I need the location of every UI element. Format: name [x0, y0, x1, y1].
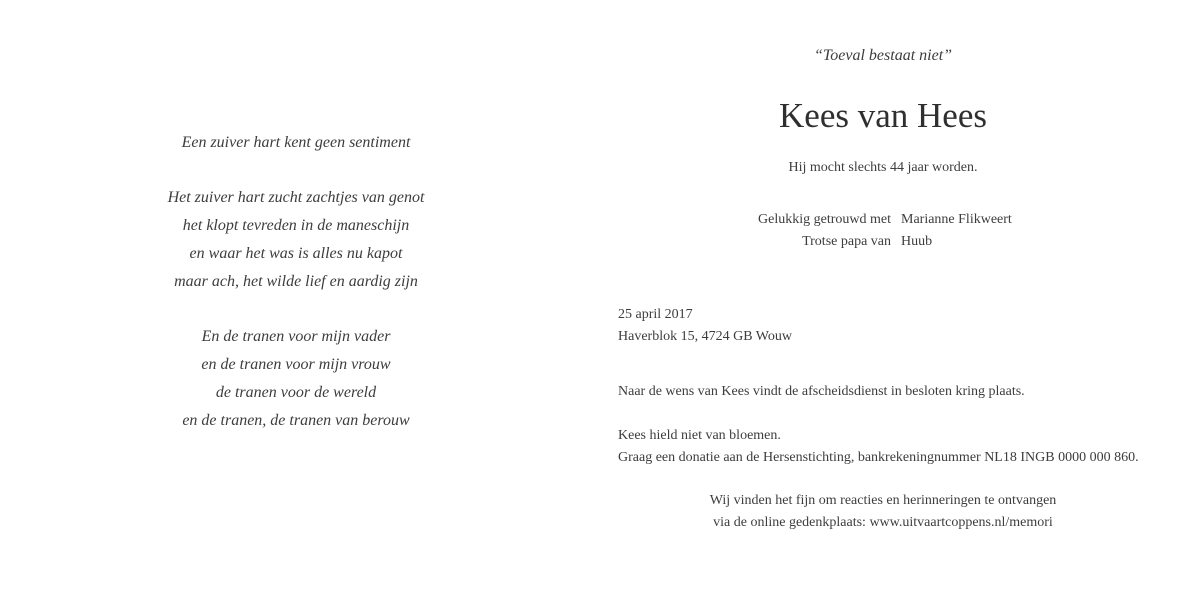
service-wish [618, 383, 1025, 405]
poem-line: het klopt tevreden in de maneschijn [182, 217, 410, 234]
family-row [700, 211, 1066, 233]
motto-quote: “Toeval bestaat niet” [813, 47, 953, 64]
family-relation: Trotse papa van [802, 234, 891, 249]
family-person: Huub [901, 234, 933, 249]
online-memorial-note [618, 492, 1148, 536]
family-relation: Gelukkig getrouwd met [758, 212, 891, 227]
poem-line: Het zuiver hart zucht zachtjes van genot [167, 189, 425, 206]
age-line: Hij mocht slechts 44 jaar worden. [788, 160, 978, 175]
poem-line: en de tranen, de tranen van berouw [182, 412, 410, 429]
poem-line: de tranen voor de wereld [215, 384, 377, 401]
stanza-gap [95, 296, 497, 323]
date-of-death: 25 april 2017 [618, 307, 693, 322]
family-list [700, 211, 1066, 255]
address: Haverblok 15, 4724 GB Wouw [618, 329, 792, 344]
family-row [700, 233, 1066, 255]
poem-title: Een zuiver hart kent geen sentiment [181, 134, 411, 151]
family-person: Marianne Flikweert [901, 212, 1012, 227]
stanza-gap [95, 157, 497, 184]
deceased-name: Kees van Hees [779, 96, 987, 135]
service-wish-text: Naar de wens van Kees vindt de afscheidsdienst in besloten kring plaats. [618, 384, 1025, 399]
poem-line: en de tranen voor mijn vrouw [201, 356, 391, 373]
poem [95, 129, 497, 435]
online-note-line: via de online gedenkplaats: www.uitvaartcoppens.nl/memori [713, 515, 1053, 530]
no-flowers-note: Kees hield niet van bloemen. [618, 428, 781, 443]
donation-note: Graag een donatie aan de Hersenstichting, bankrekeningnummer NL18 INGB 0000 000 860. [618, 450, 1139, 465]
poem-line: maar ach, het wilde lief en aardig zijn [174, 273, 418, 290]
flowers-donation-block [618, 427, 1139, 471]
poem-line: en waar het was is alles nu kapot [189, 245, 403, 262]
poem-line: En de tranen voor mijn vader [201, 328, 391, 345]
date-address-block [618, 306, 792, 350]
online-note-line: Wij vinden het fijn om reacties en herinneringen te ontvangen [709, 493, 1057, 508]
